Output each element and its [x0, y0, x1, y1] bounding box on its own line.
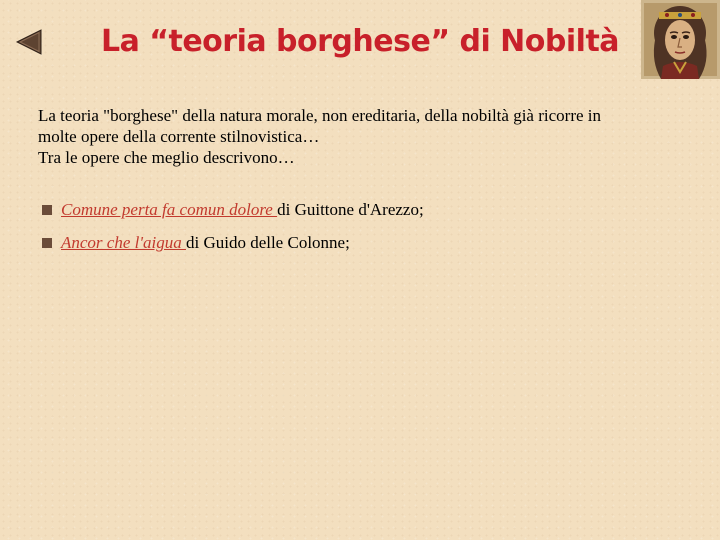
square-bullet-icon	[42, 205, 52, 215]
portrait-image	[641, 0, 720, 79]
medieval-portrait-image	[641, 0, 720, 79]
work-author: di Guittone d'Arezzo;	[277, 200, 424, 219]
list-item	[38, 232, 424, 253]
list-item	[38, 199, 424, 220]
intro-line: Tra le opere che meglio descrivono…	[38, 148, 295, 167]
page-title: La “teoria borghese” di Nobiltà	[100, 24, 620, 59]
work-link-ancor-che[interactable]: Ancor che l'aigua	[61, 233, 186, 252]
intro-line: molte opere della corrente stilnovistica…	[38, 127, 320, 146]
work-author: di Guido delle Colonne;	[185, 233, 350, 252]
intro-text	[38, 105, 678, 168]
works-list	[38, 199, 424, 265]
square-bullet-icon	[42, 238, 52, 248]
work-link-comune-perta[interactable]: Comune perta fa comun dolore	[61, 200, 278, 219]
intro-line: La teoria "borghese" della natura morale, non ereditaria, della nobiltà già ricorre in	[38, 106, 601, 125]
